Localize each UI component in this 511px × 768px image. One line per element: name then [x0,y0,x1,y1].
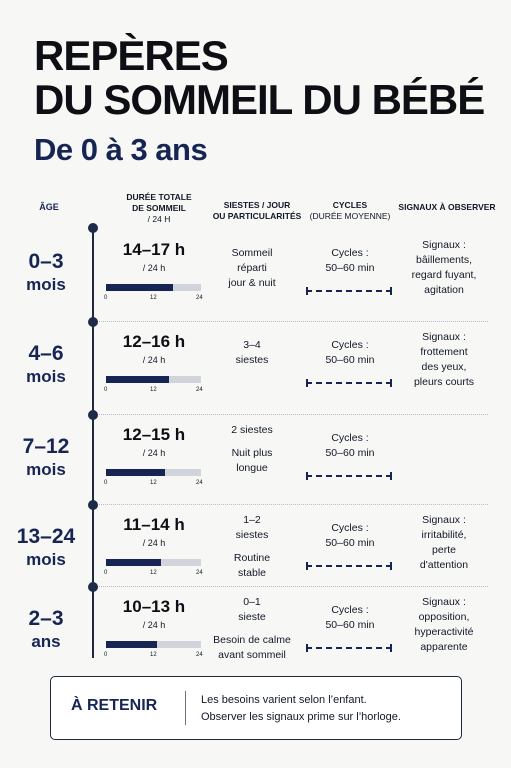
sleep-bar [106,559,201,566]
poster-subtitle: De 0 à 3 ans [34,132,208,167]
cycles-label: Cycles : [331,604,369,616]
cycles-value: 50–60 min [325,537,375,549]
sleep-per-day: / 24 h [142,355,166,365]
sleep-hours: 14–17 h [122,240,186,259]
sleep-bar-fill [106,376,169,383]
header-duration-line-1: DURÉE TOTALE [126,192,192,202]
naps-line: longue [236,462,268,474]
signals-line: frottement [420,346,468,358]
signals-line: des yeux, [421,361,467,373]
cycles-value: 50–60 min [325,619,375,631]
naps-line: 1–2 [243,514,261,526]
signals-line: pleurs courts [413,376,475,388]
header-cycles-line-1: CYCLES [332,200,368,210]
signals-line: opposition, [418,611,470,623]
signals-cell [402,513,486,573]
naps-line: réparti [237,262,267,274]
sleep-hours: 11–14 h [123,515,185,534]
bar-scale-min: 0 [104,387,108,393]
age-range: 7–12 [22,435,70,458]
header-age: ÂGE [39,202,59,212]
bar-scale-mid: 12 [150,387,157,393]
age-unit: mois [26,460,66,479]
bar-scale-mid: 12 [150,295,157,301]
cycles-dashed-line [306,290,392,292]
signals-line: Signaux : [422,596,466,608]
signals-line: irritabilité, [421,529,467,541]
remember-divider [185,691,186,725]
signals-line: bâillements, [415,254,473,266]
sleep-bar-fill [106,641,157,648]
sleep-hours: 12–15 h [122,425,186,444]
bar-scale-max: 24 [196,480,203,486]
poster-title [34,34,484,122]
cycles-label: Cycles : [331,432,369,444]
bar-scale-mid: 12 [150,480,157,486]
naps-cell [212,246,292,291]
sleep-bar [106,376,201,383]
timeline-dot [88,410,98,420]
remember-line-1: Les besoins varient selon l’enfant. [201,694,367,706]
header-cycles [300,200,400,222]
naps-line: Routine [233,552,271,564]
naps-spacer [212,438,292,446]
signals-line: Signaux : [422,239,466,251]
remember-box [50,676,462,740]
header-cycles-line-2: (DURÉE MOYENNE) [309,211,391,221]
age-unit: ans [31,632,61,651]
naps-cell [212,423,292,476]
sleep-bar-fill [106,559,161,566]
naps-cell [212,513,292,581]
age-range: 0–3 [28,250,64,273]
age-range: 13–24 [16,525,76,548]
naps-line: siestes [235,529,269,541]
header-duration-line-3: / 24 H [147,214,171,224]
bar-scale-max: 24 [196,570,203,576]
age-cell [14,250,78,295]
sleep-bar-fill [106,284,173,291]
row-separator [96,321,488,322]
naps-line: stable [237,567,267,579]
naps-spacer [212,543,292,551]
signals-line: apparente [420,641,468,653]
naps-line: Nuit plus [231,447,273,459]
cycles-label: Cycles : [331,339,369,351]
header-duration-line-2: DE SOMMEIL [132,203,186,213]
naps-line: avant sommeil [218,649,286,661]
age-cell [14,435,78,480]
cycles-dashed-line [306,647,392,649]
signals-cell [402,595,486,655]
signals-line: d'attention [419,559,469,571]
sleep-per-day: / 24 h [142,263,166,273]
cycles-value: 50–60 min [325,262,375,274]
header-signals: SIGNAUX À OBSERVER [398,202,496,212]
row-separator [96,504,488,505]
signals-cell [402,238,486,298]
row-separator [96,586,488,587]
cycles-dashed-line [306,475,392,477]
sleep-bar [106,641,201,648]
age-cell [14,607,78,652]
age-unit: mois [26,367,66,386]
cycles-dashed-line [306,565,392,567]
sleep-bar-fill [106,469,165,476]
age-unit: mois [26,275,66,294]
header-duration [104,192,214,225]
timeline-line [92,228,94,658]
signals-line: hyperactivité [414,626,474,638]
sleep-hours: 12–16 h [122,332,186,351]
cycles-cell [306,521,394,551]
naps-line: 3–4 [243,339,261,351]
remember-label: À RETENIR [71,697,158,714]
cycles-cell [306,338,394,368]
signals-line: regard fuyant, [411,269,477,281]
signals-line: perte [432,544,456,556]
naps-line: siestes [235,354,269,366]
bar-scale-mid: 12 [150,652,157,658]
remember-text [201,692,401,726]
cycles-label: Cycles : [331,522,369,534]
signals-cell [402,330,486,390]
signals-line: Signaux : [422,331,466,343]
timeline-start-dot [88,223,98,233]
bar-scale-min: 0 [104,295,108,301]
age-range: 4–6 [28,342,64,365]
sleep-hours: 10–13 h [122,597,186,616]
naps-line: 2 siestes [231,424,273,436]
naps-spacer [212,625,292,633]
cycles-cell [306,603,394,633]
sleep-bar [106,284,201,291]
naps-line: 0–1 [243,596,261,608]
header-naps-line-1: SIESTES / JOUR [223,200,291,210]
age-cell [14,342,78,387]
bar-scale-max: 24 [196,295,203,301]
bar-scale-max: 24 [196,652,203,658]
age-unit: mois [26,550,66,569]
cycles-label: Cycles : [331,247,369,259]
naps-line: Sommeil [231,247,273,259]
cycles-value: 50–60 min [325,354,375,366]
naps-line: Besoin de calme [213,634,291,646]
cycles-dashed-line [306,382,392,384]
title-line-1: REPÈRES [34,32,228,79]
title-line-2: DU SOMMEIL DU BÉBÉ [34,76,485,123]
bar-scale-min: 0 [104,570,108,576]
age-range: 2–3 [28,607,64,630]
timeline-dot [88,582,98,592]
cycles-cell [306,431,394,461]
sleep-bar [106,469,201,476]
naps-line: jour & nuit [228,277,276,289]
cycles-cell [306,246,394,276]
naps-cell [212,338,292,368]
bar-scale-mid: 12 [150,570,157,576]
row-separator [96,414,488,415]
bar-scale-max: 24 [196,387,203,393]
age-cell [14,525,78,570]
sleep-per-day: / 24 h [142,620,166,630]
header-naps-line-2: OU PARTICULARITÉS [212,211,302,221]
signals-line: Signaux : [422,514,466,526]
sleep-per-day: / 24 h [142,448,166,458]
cycles-value: 50–60 min [325,447,375,459]
naps-line: sieste [238,611,266,623]
bar-scale-min: 0 [104,652,108,658]
bar-scale-min: 0 [104,480,108,486]
naps-cell [212,595,292,663]
timeline-dot [88,317,98,327]
signals-line: agitation [424,284,464,296]
header-naps [212,200,302,222]
remember-line-2: Observer les signaux prime sur l’horloge. [201,711,401,723]
timeline-dot [88,500,98,510]
sleep-per-day: / 24 h [142,538,166,548]
